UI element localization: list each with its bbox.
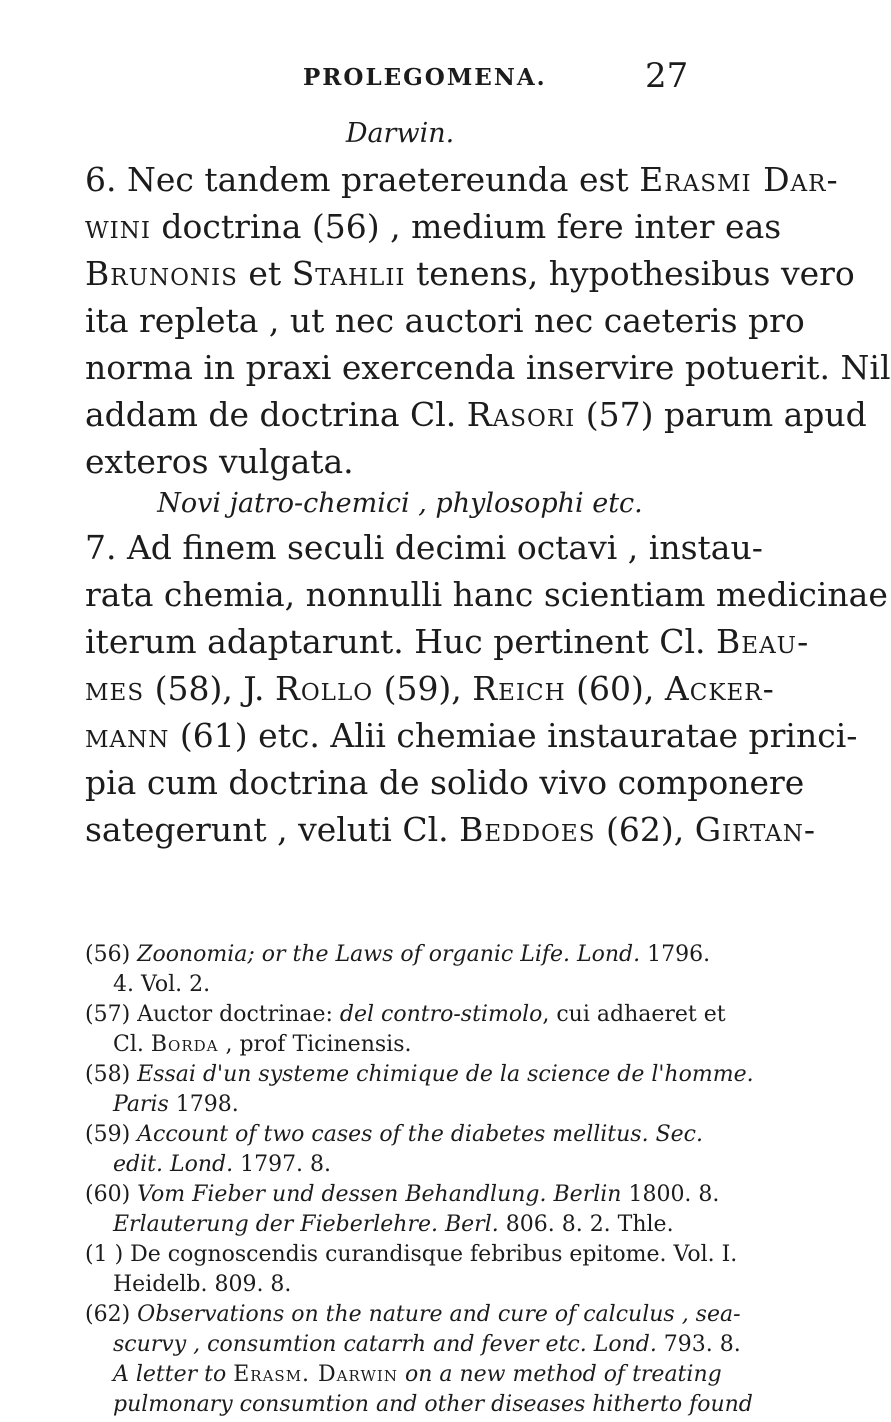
footnote-segment: (56): [85, 942, 138, 967]
small-caps-name: wini: [85, 207, 151, 246]
footnote-segment: (57) Auctor doctrinae:: [85, 1002, 340, 1027]
footnote-segment: Borda: [150, 1032, 219, 1057]
paragraph-6: [85, 156, 891, 485]
footnote-line: [85, 1000, 735, 1030]
text-line: [85, 665, 775, 712]
text-segment: norma in praxi exercenda inservire potuerit. Nil: [85, 348, 891, 387]
footnote-line: [85, 1390, 753, 1420]
footnote: [85, 940, 735, 1000]
footnote-segment: on a new method of treating: [397, 1362, 722, 1387]
footnote-segment: edit. Lond.: [113, 1152, 234, 1177]
footnote-segment: 1798.: [168, 1092, 239, 1117]
text-segment: exteros vulgata.: [85, 442, 354, 481]
text-line: [85, 806, 817, 853]
small-caps-name: Rasori: [466, 395, 576, 434]
text-segment: ita repleta , ut nec auctori nec caeteris pro: [85, 301, 805, 340]
footnote-segment: Erasm. Darwin: [233, 1362, 398, 1387]
text-line: [85, 156, 839, 203]
small-caps-name: mann: [85, 716, 170, 755]
text-segment: tenens, hypothesibus vero: [405, 254, 855, 293]
small-caps-name: Acker-: [664, 669, 775, 708]
text-segment: doctrina (56) , medium fere inter eas: [150, 207, 782, 246]
footnote-line: [85, 1240, 738, 1270]
small-caps-name: Reich: [472, 669, 566, 708]
text-segment: (61) etc. Alii chemiae instauratae princi-: [169, 716, 858, 755]
footnote-segment: pulmonary consumtion and other diseases hitherto found: [113, 1392, 753, 1417]
footnote-line: [85, 1360, 735, 1390]
text-line: [85, 297, 805, 344]
text-line: [85, 759, 805, 806]
footnote-line: [85, 1030, 735, 1060]
footnote-line: [85, 1150, 735, 1180]
text-line: [85, 250, 855, 297]
footnote: [85, 1180, 735, 1240]
text-line: [85, 712, 858, 759]
footnote-segment: (1 ) De cognoscendis curandisque febribus epitome. Vol. I.: [85, 1242, 738, 1267]
small-caps-name: Brunonis: [85, 254, 238, 293]
text-line: [85, 344, 891, 391]
text-segment: 7. Ad finem seculi decimi octavi , instau-: [85, 528, 763, 567]
text-segment: iterum adaptarunt. Huc pertinent Cl.: [85, 622, 717, 661]
footnote-segment: , prof Ticinensis.: [218, 1032, 412, 1057]
text-segment: (58), J.: [144, 669, 275, 708]
footnote: [85, 1240, 738, 1300]
footnote-line: [85, 970, 735, 1000]
footnote-segment: 1797. 8.: [233, 1152, 332, 1177]
text-line: [85, 391, 867, 438]
footnote-segment: 1796.: [640, 942, 711, 967]
footnote-segment: Paris: [113, 1092, 169, 1117]
footnote-line: [85, 1300, 741, 1330]
text-segment: (60),: [565, 669, 665, 708]
text-segment: (57) parum apud: [575, 395, 867, 434]
footnote-segment: Cl.: [113, 1032, 151, 1057]
small-caps-name: Beddoes: [459, 810, 596, 849]
footnote-segment: A letter to: [113, 1362, 234, 1387]
footnote-line: [85, 1120, 735, 1150]
footnote-segment: Essai d'un systeme chimique de la science de l'homme.: [137, 1062, 754, 1087]
text-segment: addam de doctrina Cl.: [85, 395, 467, 434]
footnote-segment: Erlauterung der Fieberlehre. Berl.: [113, 1212, 499, 1237]
footnote-line: [85, 1210, 735, 1240]
footnotes: [85, 940, 754, 1420]
footnote-segment: 793. 8.: [656, 1332, 741, 1357]
running-title: PROLEGOMENA.: [303, 64, 547, 91]
footnote-segment: Account of two cases of the diabetes mellitus. Sec.: [137, 1122, 703, 1147]
footnote-segment: (60): [85, 1182, 138, 1207]
text-line: [85, 571, 888, 618]
small-caps-name: mes: [85, 669, 145, 708]
footnote-segment: (59): [85, 1122, 138, 1147]
footnote-segment: Zoonomia; or the Laws of organic Life. Lond.: [137, 942, 641, 967]
small-caps-name: Rollo: [274, 669, 374, 708]
running-head: [0, 56, 800, 96]
text-line: [85, 618, 810, 665]
text-line: [85, 203, 782, 250]
text-segment: et: [237, 254, 292, 293]
section-title-darwin: Darwin.: [345, 118, 455, 149]
footnote-line: [85, 940, 735, 970]
footnote-line: [85, 1270, 735, 1300]
text-segment: sategerunt , veluti Cl.: [85, 810, 460, 849]
footnote-segment: Vom Fieber und dessen Behandlung. Berlin: [137, 1182, 622, 1207]
footnote-segment: Heidelb. 809. 8.: [113, 1272, 292, 1297]
text-line: [85, 524, 763, 571]
footnote: [85, 1060, 754, 1120]
text-segment: (62),: [595, 810, 695, 849]
footnote: [85, 1300, 753, 1420]
small-caps-name: Stahlii: [291, 254, 406, 293]
footnote-line: [85, 1060, 754, 1090]
footnote: [85, 1000, 735, 1060]
paragraph-7: [85, 524, 888, 853]
footnote-segment: Observations on the nature and cure of calculus , sea-: [137, 1302, 741, 1327]
section-title-jatro-chemici: Novi jatro-chemici , phylosophi etc.: [157, 488, 643, 519]
text-segment: 6. Nec tandem praetereunda est: [85, 160, 640, 199]
page-number: 27: [645, 56, 689, 96]
footnote-segment: 806. 8. 2. Thle.: [498, 1212, 674, 1237]
footnote-line: [85, 1330, 741, 1360]
text-line: [85, 438, 727, 485]
footnote: [85, 1120, 735, 1180]
footnote-segment: 4. Vol. 2.: [113, 972, 211, 997]
small-caps-name: Beau-: [716, 622, 810, 661]
footnote-line: [85, 1090, 735, 1120]
text-segment: pia cum doctrina de solido vivo componere: [85, 763, 805, 802]
small-caps-name: Erasmi Dar-: [639, 160, 839, 199]
footnote-segment: , cui adhaeret et: [542, 1002, 726, 1027]
text-segment: (59),: [373, 669, 473, 708]
footnote-segment: del contro-stimolo: [339, 1002, 543, 1027]
footnote-segment: (62): [85, 1302, 138, 1327]
footnote-segment: 1800. 8.: [621, 1182, 720, 1207]
footnote-line: [85, 1180, 735, 1210]
small-caps-name: Girtan-: [694, 810, 817, 849]
text-segment: rata chemia, nonnulli hanc scientiam medicinae: [85, 575, 888, 614]
footnote-segment: (58): [85, 1062, 138, 1087]
footnote-segment: scurvy , consumtion catarrh and fever etc. Lond.: [113, 1332, 657, 1357]
